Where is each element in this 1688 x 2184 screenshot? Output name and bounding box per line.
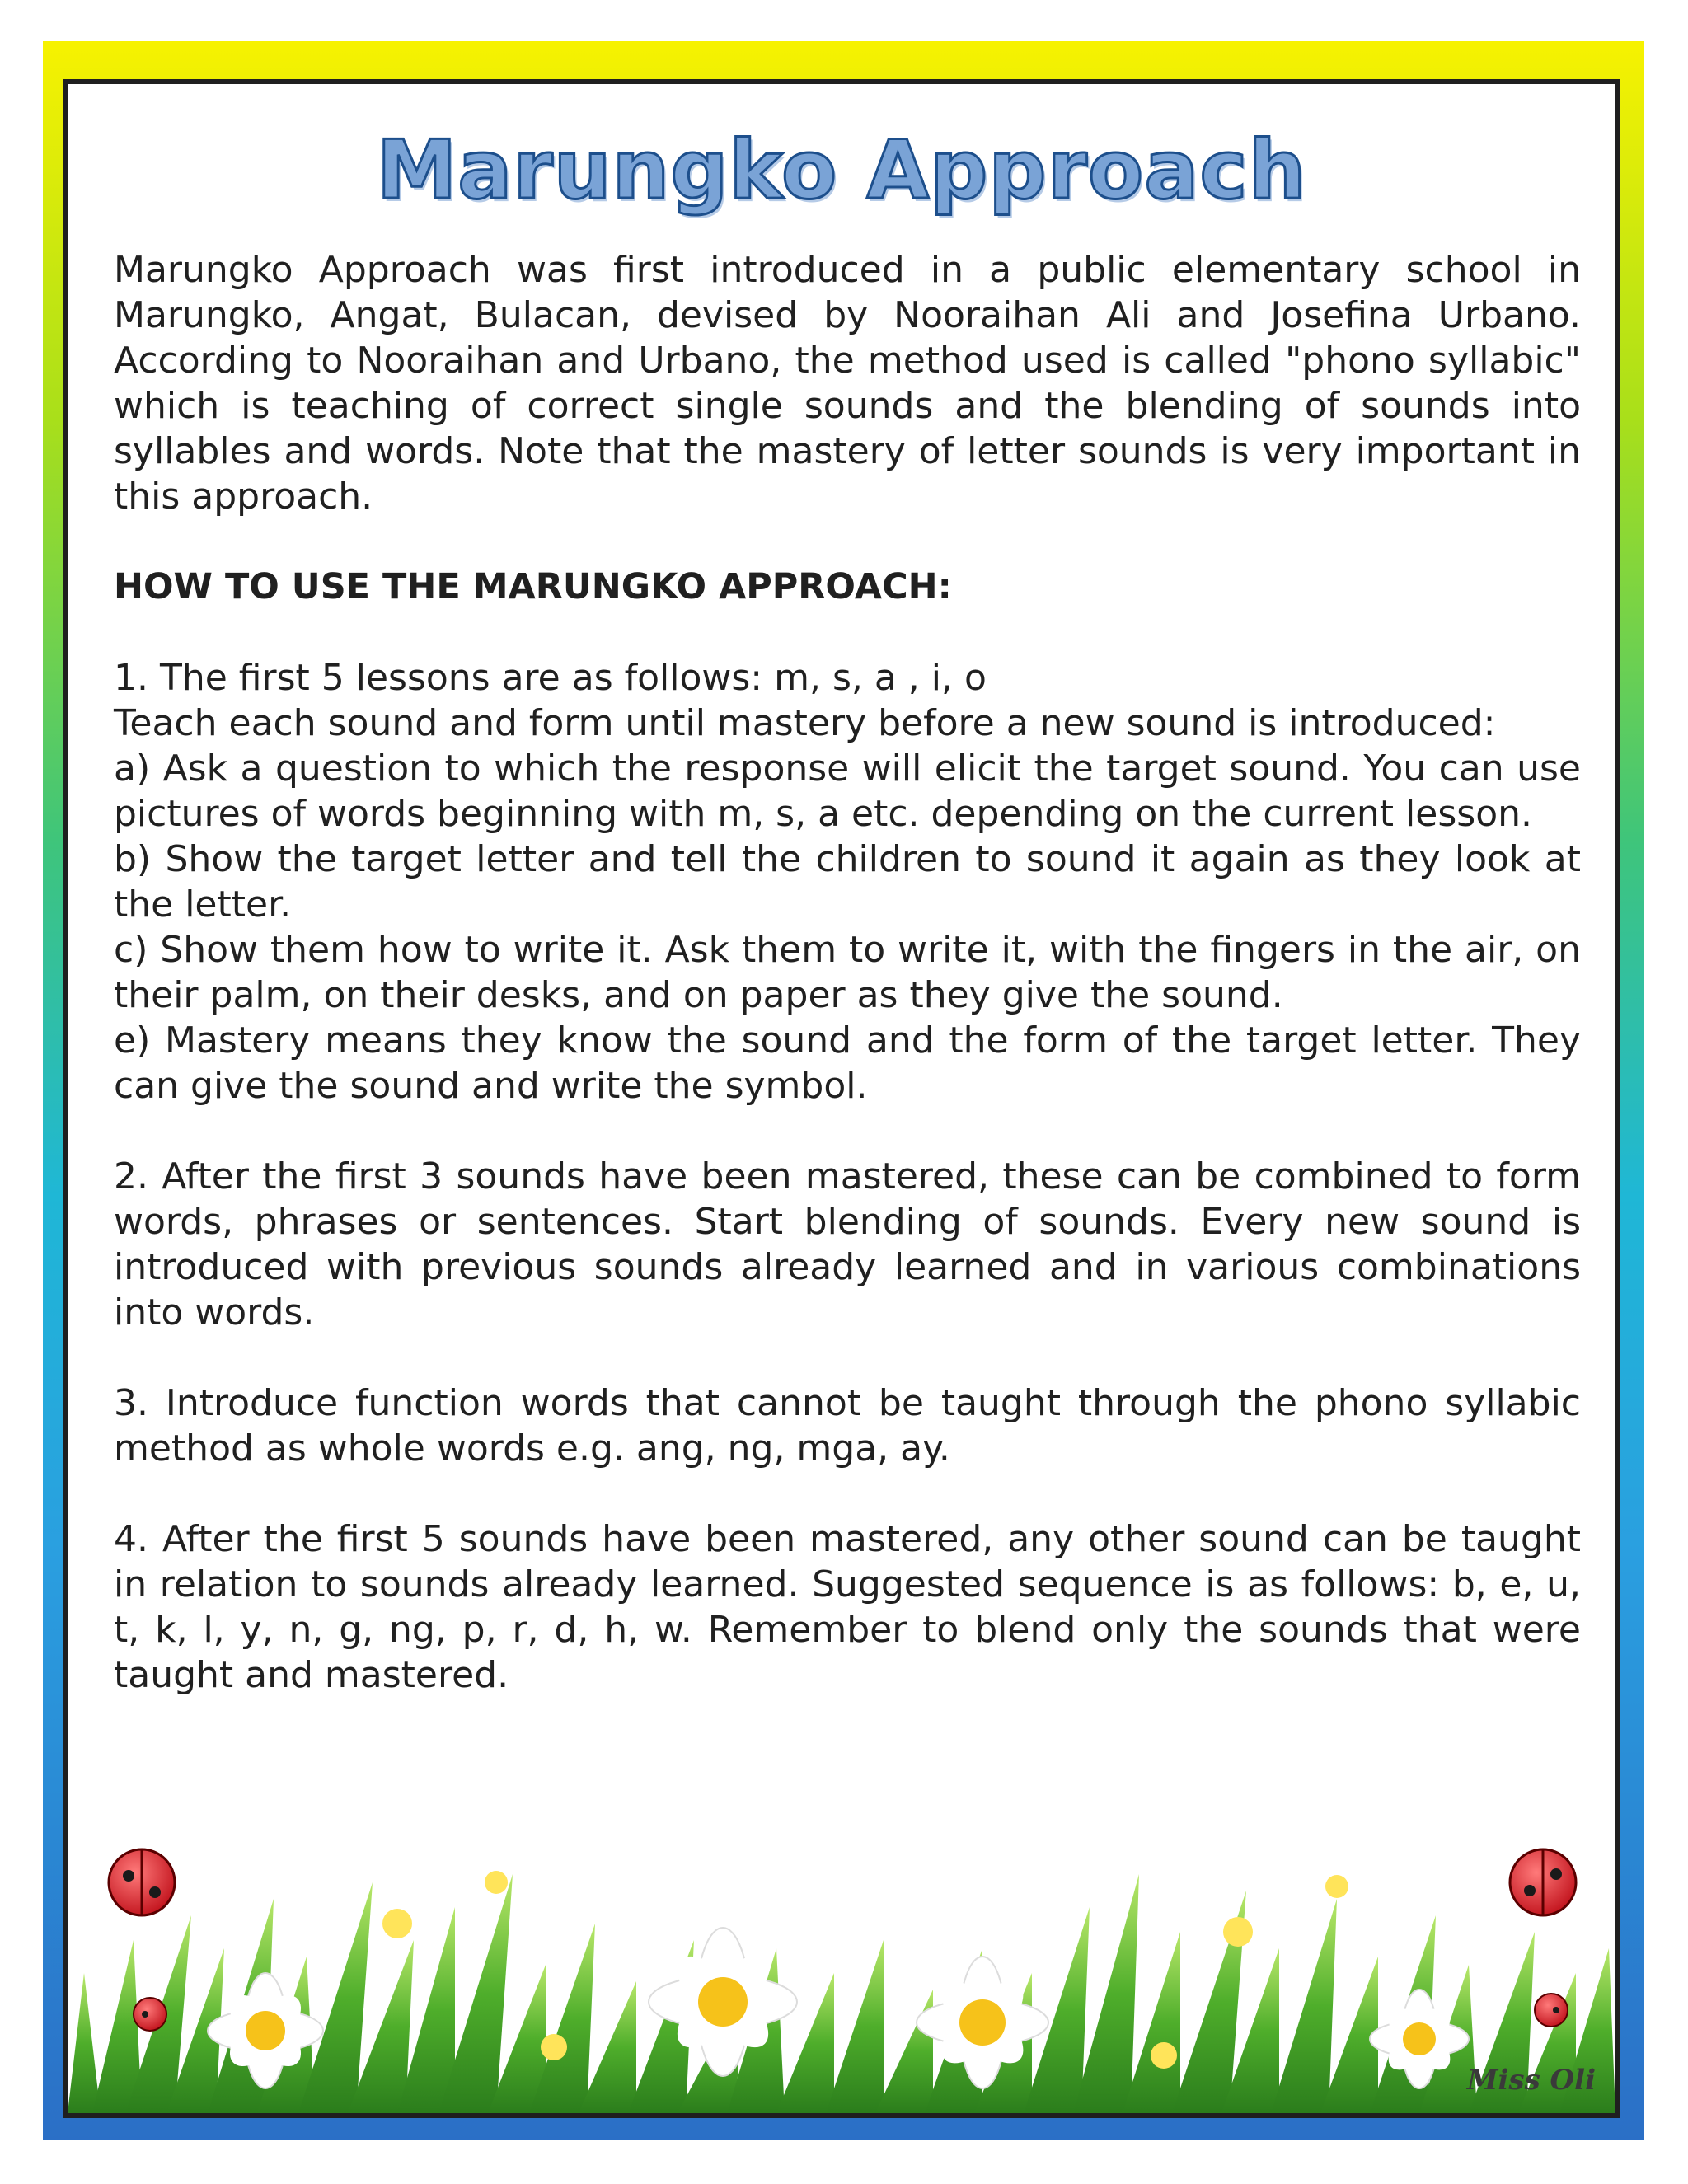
step1-item-b: b) Show the target letter and tell the children to sound it again as they look at the letter. [114,838,1581,926]
flower-border-illustration [68,1783,1615,2113]
step1-item-e: e) Mastery means they know the sound and the form of the target letter. They can give the sound and write the symbol. [114,1019,1581,1107]
grass-icon [68,1874,1615,2113]
step1-line2: Teach each sound and form until mastery before a new sound is introduced: [114,702,1496,744]
step1-line1: 1. The first 5 lessons are as follows: m, s, a , i, o [114,657,987,699]
document-page [63,79,1620,2118]
section-heading: HOW TO USE THE MARUNGKO APPROACH: [114,566,952,607]
intro-paragraph: Marungko Approach was first introduced in a public elementary school in Marungko, Angat, Bulacan, devised by Nooraihan Ali and Josefina Urbano. According to Nooraihan and Urbano, the method used is called "phono syllabic" which is teaching of correct single sounds and the blending of sounds into syllables and words. Note that the mastery of letter sounds is very important in this approach. [114,249,1581,518]
step3-paragraph: 3. Introduce function words that cannot be taught through the phono syllabic method as whole words e.g. ang, ng, mga, ay. [114,1382,1581,1469]
step1-item-a: a) Ask a question to which the response will elicit the target sound. You can use pictures of words beginning with m, s, a etc. depending on the current lesson. [114,748,1581,835]
ladybug-icon [109,1849,1576,2031]
step1-item-c: c) Show them how to write it. Ask them to write it, with the fingers in the air, on their palm, on their desks, and on paper as they give the sound. [114,929,1581,1016]
document-body [114,247,1581,1698]
step2-paragraph: 2. After the first 3 sounds have been mastered, these can be combined to form words, phrases or sentences. Start blending of sounds. Every new sound is introduced with previous sounds already learned and in various combinations into words. [114,1155,1581,1333]
signature: Miss Oli [1466,2064,1596,2097]
step4-paragraph: 4. After the first 5 sounds have been mastered, any other sound can be taught in relation to sounds already learned. Suggested sequence is as follows: b, e, u, t, k, l, y, n, g, ng, p, r, d, h, w. Remember to blend only the sounds that were taught and mastered. [114,1518,1581,1696]
page-title: Marungko Approach [376,124,1307,218]
